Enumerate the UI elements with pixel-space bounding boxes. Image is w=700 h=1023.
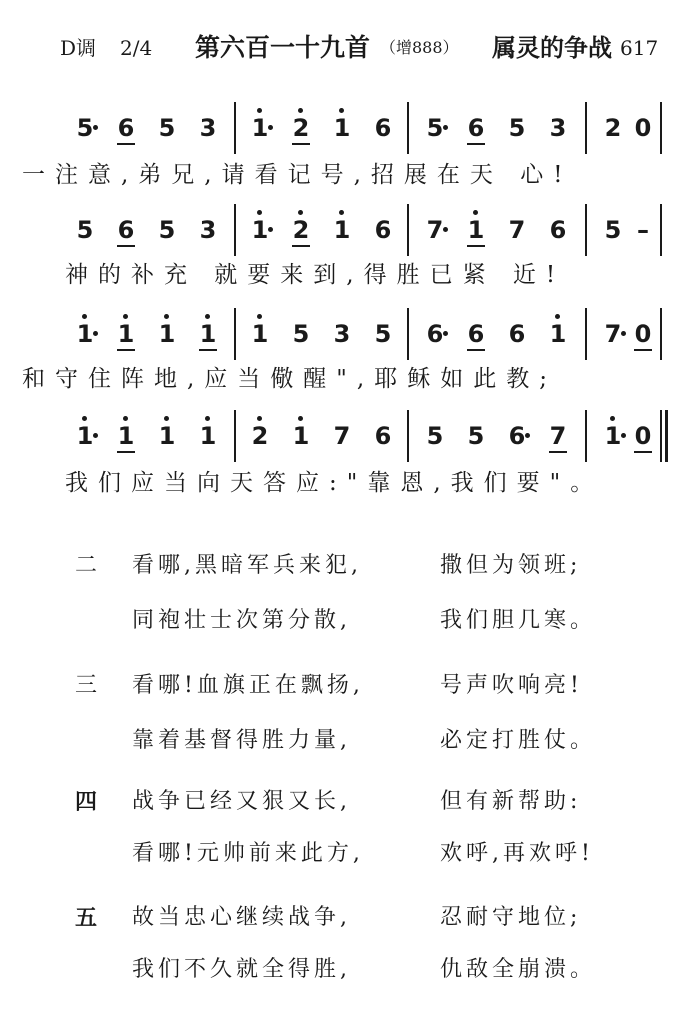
augmentation-dot: [93, 331, 98, 336]
verse-number: 二: [75, 553, 98, 578]
note: 6: [508, 422, 526, 450]
verse-text: 必定打胜仗。: [440, 728, 597, 753]
note: 7: [426, 216, 444, 244]
note: 0: [634, 114, 652, 142]
verse-text: 但有新帮助:: [440, 789, 582, 814]
note: 5: [76, 114, 94, 142]
note: 5: [158, 216, 176, 244]
verse-text: 看哪,黑暗军兵来犯,: [132, 553, 362, 578]
lyric-line: 和守住阵地,应当儆醒",耶稣如此教;: [22, 366, 557, 392]
barline: [407, 204, 409, 256]
augmentation-dot: [93, 433, 98, 438]
barline: [585, 308, 587, 360]
verse-text: 看哪!血旗正在飘扬,: [132, 673, 364, 698]
note: 5: [76, 216, 94, 244]
augmentation-dot: [525, 433, 530, 438]
note: 5: [508, 114, 526, 142]
note: 1: [327, 210, 357, 250]
note: 6: [461, 108, 491, 148]
score-line: [0, 416, 700, 496]
page-number: 617: [620, 36, 659, 60]
note: 2: [604, 114, 622, 142]
barline: [234, 308, 236, 360]
barline: [585, 102, 587, 154]
note: 5: [292, 320, 310, 348]
augmentation-dot: [93, 125, 98, 130]
verse-text: 撒但为领班;: [440, 553, 582, 578]
note: 1: [245, 314, 275, 354]
time-signature: 2/4: [120, 36, 153, 60]
verse-number: 五: [75, 905, 98, 931]
verse-text: 欢呼,再欢呼!: [440, 841, 594, 866]
note: 3: [333, 320, 351, 348]
barline: [234, 102, 236, 154]
lyric-line: 神的补充 就要来到,得胜已紧 近!: [65, 262, 566, 288]
note: 2: [245, 416, 275, 456]
note: 5: [426, 422, 444, 450]
verse-text: 同袍壮士次第分散,: [132, 608, 351, 633]
augmentation-dot: [443, 227, 448, 232]
barline: [660, 410, 662, 462]
augmentation-dot: [268, 227, 273, 232]
augmentation-dot: [621, 331, 626, 336]
note: 6: [549, 216, 567, 244]
note: 1: [543, 314, 573, 354]
verse-text: 仇敌全崩溃。: [440, 957, 597, 982]
note: 6: [426, 320, 444, 348]
barline: [585, 410, 587, 462]
final-barline: [665, 410, 668, 462]
barline: [407, 102, 409, 154]
note: 6: [111, 210, 141, 250]
note: 3: [199, 114, 217, 142]
barline: [234, 204, 236, 256]
augmentation-dot: [443, 125, 448, 130]
verse-3: [0, 668, 700, 768]
note: 7: [333, 422, 351, 450]
note: 1: [193, 314, 223, 354]
note: 5: [426, 114, 444, 142]
note: 1: [245, 108, 275, 148]
note: 5: [467, 422, 485, 450]
lyric-line: 一注意,弟兄,请看记号,招展在天 心!: [22, 162, 573, 188]
verse-5: [0, 900, 700, 1000]
note: 1: [111, 416, 141, 456]
note: 6: [374, 216, 392, 244]
note: 6: [111, 108, 141, 148]
verse-text: 靠着基督得胜力量,: [132, 728, 351, 753]
note: –: [637, 216, 649, 244]
note: 1: [111, 314, 141, 354]
note: 0: [628, 314, 658, 354]
lyric-line: 我们应当向天答应:"靠恩,我们要"。: [65, 470, 604, 496]
note: 7: [604, 320, 622, 348]
note: 1: [152, 314, 182, 354]
barline: [234, 410, 236, 462]
note: 1: [70, 416, 100, 456]
verse-text: 我们胆几寒。: [440, 608, 597, 633]
verse-text: 号声吹响亮!: [440, 673, 583, 698]
note: 2: [286, 210, 316, 250]
note: 3: [549, 114, 567, 142]
hymn-title: 第六百一十九首: [195, 33, 371, 62]
key-signature: D调: [60, 36, 97, 60]
note: 7: [543, 416, 573, 456]
note: 0: [628, 416, 658, 456]
barline: [660, 204, 662, 256]
hymn-header: [0, 30, 700, 66]
note: 7: [508, 216, 526, 244]
note: 5: [604, 216, 622, 244]
score-line: [0, 210, 700, 288]
augmentation-dot: [443, 331, 448, 336]
score-line: [0, 314, 700, 392]
barline: [585, 204, 587, 256]
verse-number: 三: [75, 673, 98, 698]
verse-2: [0, 548, 700, 648]
augmentation-dot: [621, 433, 626, 438]
note: 1: [245, 210, 275, 250]
barline: [660, 308, 662, 360]
barline: [660, 102, 662, 154]
note: 1: [152, 416, 182, 456]
note: 1: [461, 210, 491, 250]
note: 1: [70, 314, 100, 354]
note: 5: [374, 320, 392, 348]
note: 1: [193, 416, 223, 456]
note: 1: [598, 416, 628, 456]
note: 2: [286, 108, 316, 148]
barline: [407, 410, 409, 462]
verse-text: 战争已经又狠又长,: [132, 789, 351, 814]
note: 1: [286, 416, 316, 456]
note: 6: [461, 314, 491, 354]
note: 6: [508, 320, 526, 348]
note: 1: [327, 108, 357, 148]
verse-4: [0, 784, 700, 884]
barline: [407, 308, 409, 360]
verse-text: 故当忠心继续战争,: [132, 905, 351, 930]
verse-text: 我们不久就全得胜,: [132, 957, 351, 982]
hymn-category: 属灵的争战: [492, 33, 612, 62]
note: 6: [374, 114, 392, 142]
note: 6: [374, 422, 392, 450]
note: 5: [158, 114, 176, 142]
hymn-note: （增888）: [380, 38, 459, 57]
augmentation-dot: [268, 125, 273, 130]
verse-text: 看哪!元帅前来此方,: [132, 841, 364, 866]
score-line: [0, 108, 700, 188]
verse-text: 忍耐守地位;: [440, 905, 582, 930]
note: 3: [199, 216, 217, 244]
verse-number: 四: [75, 789, 98, 815]
